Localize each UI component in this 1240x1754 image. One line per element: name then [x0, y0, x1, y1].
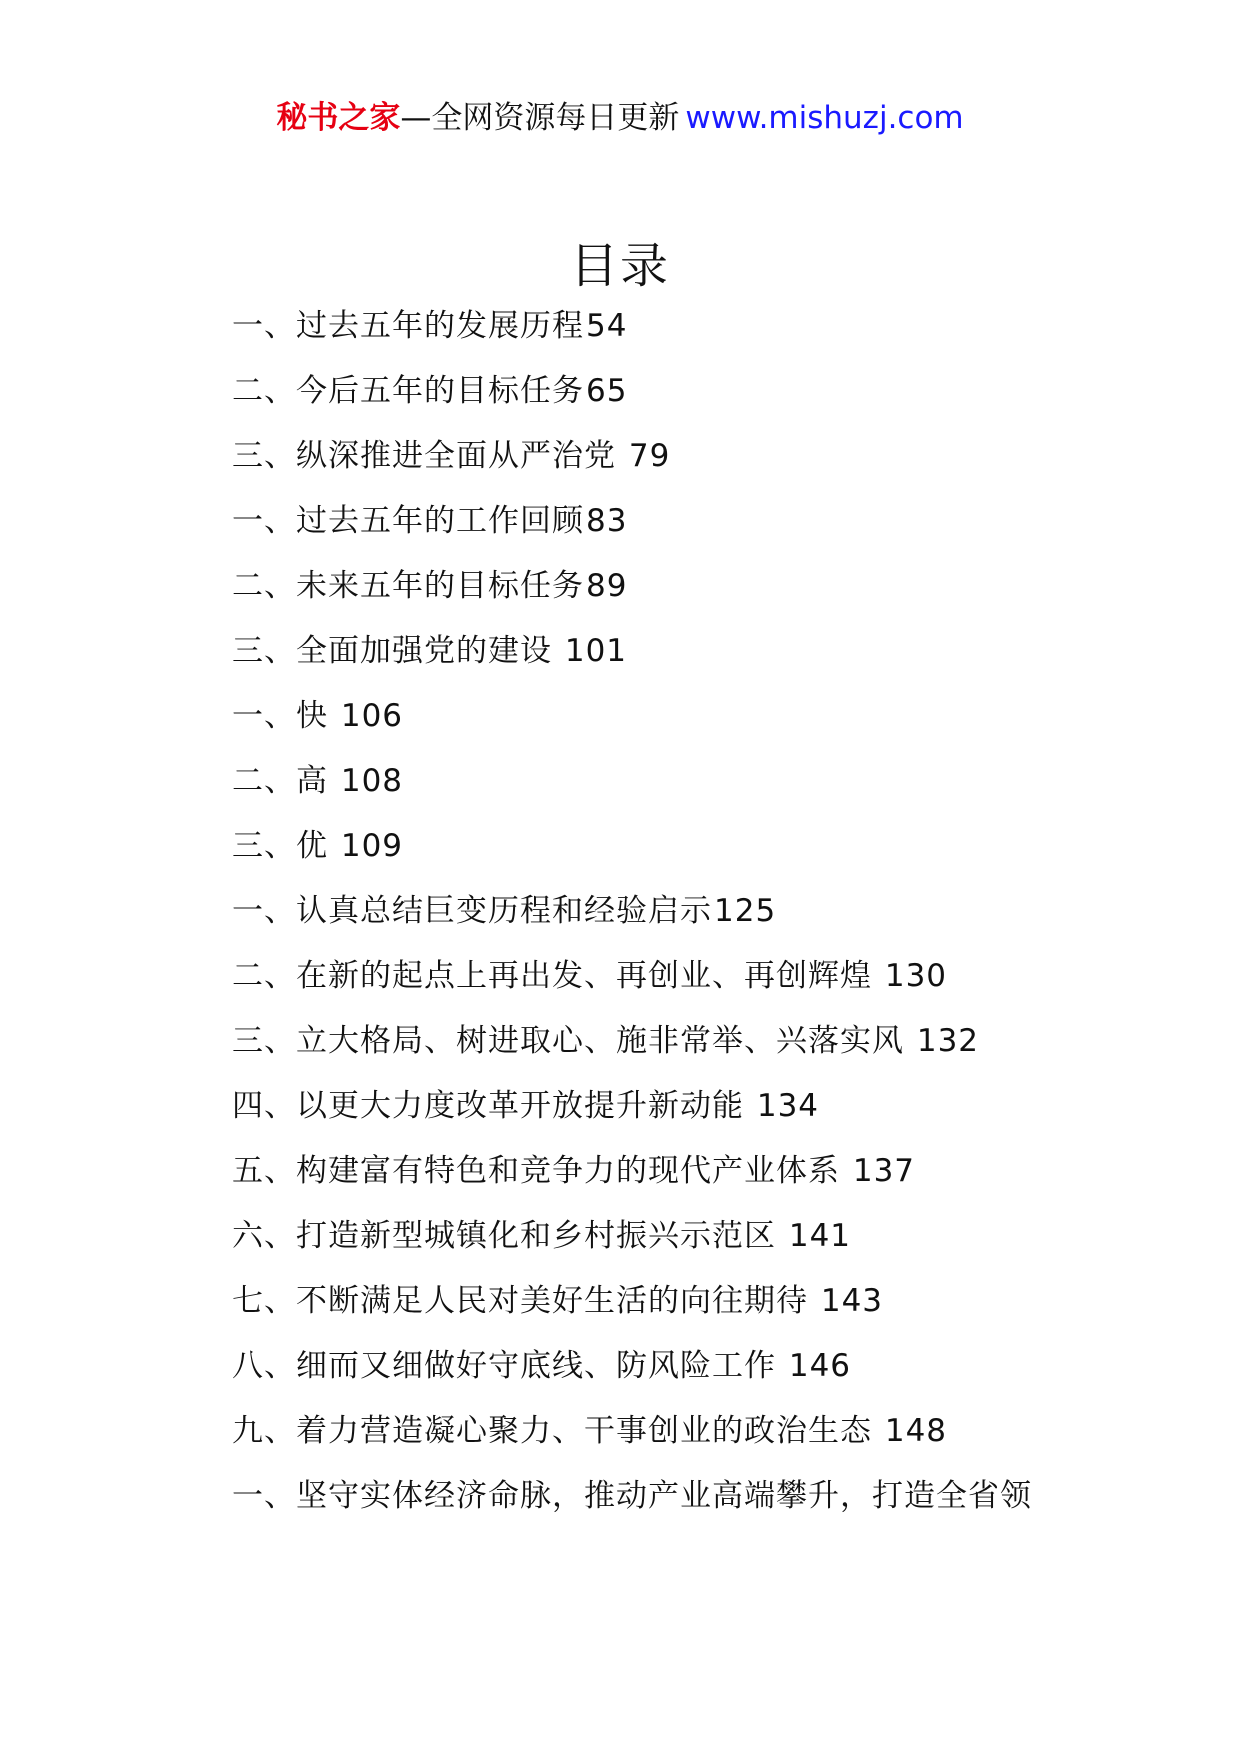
toc-entry[interactable] [232, 694, 1172, 759]
toc-entry-label: 八、细而又细做好守底线、防风险工作 [232, 1348, 787, 1384]
toc-entry-page: 143 [820, 1283, 884, 1319]
toc-entry[interactable] [232, 889, 1172, 954]
toc-entry-label: 六、打造新型城镇化和乡村振兴示范区 [232, 1218, 787, 1254]
toc-entry-page: 137 [852, 1153, 916, 1189]
toc-entry-label: 四、以更大力度改革开放提升新动能 [232, 1088, 755, 1124]
toc-entry[interactable] [232, 1149, 1172, 1214]
toc-entry[interactable] [232, 369, 1172, 434]
toc-entry-label: 一、坚守实体经济命脉，推动产业高端攀升，打造全省领 [232, 1478, 1032, 1514]
page-header [0, 98, 1240, 138]
toc-entry[interactable] [232, 1279, 1172, 1344]
toc-entry-page: 101 [564, 633, 628, 669]
toc-entry[interactable] [232, 759, 1172, 824]
toc-entry-page: 79 [628, 438, 671, 474]
website-link[interactable]: www.mishuzj.com [685, 100, 964, 136]
toc-entry[interactable] [232, 434, 1172, 499]
toc-entry-label: 一、认真总结巨变历程和经验启示 [232, 893, 712, 929]
toc-entry-label: 九、着力营造凝心聚力、干事创业的政治生态 [232, 1413, 883, 1449]
toc-entry-label: 一、过去五年的发展历程 [232, 308, 584, 344]
toc-entry-page: 148 [884, 1413, 948, 1449]
toc-entry-page: 130 [884, 958, 948, 994]
toc-entry-page: 65 [586, 373, 628, 409]
toc-entry[interactable] [232, 564, 1172, 629]
toc-entry-page: 132 [916, 1023, 980, 1059]
toc-entry[interactable] [232, 304, 1172, 369]
toc-entry-page: 141 [788, 1218, 852, 1254]
toc-entry-label: 二、在新的起点上再出发、再创业、再创辉煌 [232, 958, 883, 994]
toc-entry-label: 七、不断满足人民对美好生活的向往期待 [232, 1283, 819, 1319]
toc-entry-page: 106 [340, 698, 404, 734]
toc-entry[interactable] [232, 1084, 1172, 1149]
toc-entry[interactable] [232, 1344, 1172, 1409]
toc-entry-page: 146 [788, 1348, 852, 1384]
toc-entry-page: 54 [586, 308, 628, 344]
page-title: 目录 [569, 238, 670, 294]
toc-entry[interactable] [232, 954, 1172, 1019]
toc-entry-page: 89 [586, 568, 628, 604]
toc-entry-label: 一、过去五年的工作回顾 [232, 503, 584, 539]
toc-entry-page: 125 [714, 893, 777, 929]
toc-entry-page: 109 [340, 828, 404, 864]
toc-entry[interactable] [232, 499, 1172, 564]
header-slogan: —全网资源每日更新 [400, 100, 680, 136]
toc-entry-label: 三、优 [232, 828, 339, 864]
toc-entry-label: 五、构建富有特色和竞争力的现代产业体系 [232, 1153, 851, 1189]
toc-entry[interactable] [232, 1214, 1172, 1279]
toc-entry[interactable] [232, 1474, 1172, 1539]
toc-entry[interactable] [232, 824, 1172, 889]
toc-entry-label: 一、快 [232, 698, 339, 734]
toc-entry-page: 134 [756, 1088, 820, 1124]
toc-entry[interactable] [232, 1019, 1172, 1084]
toc-entry-label: 三、全面加强党的建设 [232, 633, 563, 669]
toc-entry-page: 83 [586, 503, 628, 539]
brand-name: 秘书之家 [276, 100, 401, 136]
toc-entry-label: 三、立大格局、树进取心、施非常举、兴落实风 [232, 1023, 915, 1059]
toc-entry-label: 二、未来五年的目标任务 [232, 568, 584, 604]
toc-entry-label: 二、今后五年的目标任务 [232, 373, 584, 409]
toc-entry-page: 108 [340, 763, 404, 799]
toc-entry[interactable] [232, 629, 1172, 694]
toc-entry[interactable] [232, 1409, 1172, 1474]
toc-entry-label: 三、纵深推进全面从严治党 [232, 438, 627, 474]
table-of-contents [232, 304, 1172, 1539]
toc-entry-label: 二、高 [232, 763, 339, 799]
